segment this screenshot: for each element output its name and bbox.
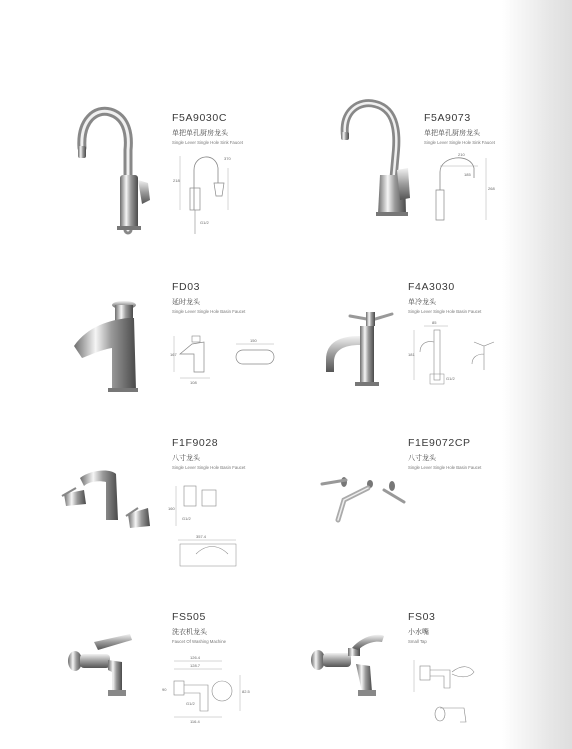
- dim-label: 150: [250, 338, 257, 343]
- product-name-en: Single Lever Single Hole Basin Faucet: [408, 309, 482, 314]
- dimension-drawing-f1f9028: [170, 480, 250, 590]
- product-code: F4A3030: [408, 281, 455, 293]
- product-name-cn: 八寸龙头: [172, 455, 200, 462]
- dim-label: 160: [168, 506, 175, 511]
- dim-label: 85: [432, 320, 437, 325]
- dimension-drawing-fs505: [160, 655, 260, 725]
- product-code: FS03: [408, 611, 436, 623]
- dim-label: 128.7: [190, 663, 201, 668]
- dim-label: 370: [224, 156, 231, 161]
- product-name-en: Faucet Of Washing Machine: [172, 639, 227, 644]
- dim-label: 126.4: [190, 655, 201, 660]
- product-code: F5A9030C: [172, 112, 227, 124]
- dim-label: 210: [458, 152, 465, 157]
- product-name-cn: 单把单孔厨房龙头: [424, 130, 480, 137]
- product-name-cn: 洗衣机龙头: [172, 629, 207, 636]
- dim-label: 82.5: [242, 689, 250, 694]
- dim-label: G1/2: [446, 376, 455, 381]
- product-name-en: Single Lever Single Hole Sink Faucet: [424, 140, 495, 145]
- dimension-drawing-f5a9073: [428, 150, 498, 225]
- dim-label: G1/2: [186, 701, 195, 706]
- product-code: F1E9072CP: [408, 437, 471, 449]
- page-edge-shadow: [502, 0, 572, 749]
- dimension-drawing-f5a9030c: [172, 148, 232, 238]
- dim-label: G1/2: [200, 220, 209, 225]
- product-code: FS505: [172, 611, 206, 623]
- dim-label: G1/2: [182, 516, 191, 521]
- dimension-drawing-fs03: [410, 652, 490, 732]
- dimension-drawing-f4a3030: [410, 318, 510, 388]
- product-name-cn: 八寸龙头: [408, 455, 436, 462]
- product-name-en: Single Lever Single Hole Basin Faucet: [408, 465, 482, 470]
- product-name-en: Single Lever Single Hole Sink Faucet: [172, 140, 243, 145]
- dim-label: 268: [488, 186, 495, 191]
- dimension-drawing-fd03: [170, 330, 280, 390]
- product-name-cn: 单把单孔厨房龙头: [172, 130, 228, 137]
- dim-label: 90: [162, 687, 167, 692]
- product-name-cn: 延时龙头: [172, 299, 200, 306]
- dim-label: 357.4: [196, 534, 207, 539]
- product-code: F5A9073: [424, 112, 471, 124]
- dim-label: 185: [464, 172, 471, 177]
- dim-label: 116.4: [190, 719, 200, 724]
- product-name-cn: 小水嘴: [408, 629, 429, 636]
- dim-label: 108: [190, 380, 197, 385]
- product-name-en: Small Tap: [408, 639, 427, 644]
- product-code: F1F9028: [172, 437, 219, 449]
- product-name-cn: 单冷龙头: [408, 299, 436, 306]
- dim-label: 167: [170, 352, 177, 357]
- product-name-en: Single Lever Single Hole Basin Faucet: [172, 465, 246, 470]
- product-name-en: Single Lever Single Hole Basin Faucet: [172, 309, 246, 314]
- dim-label: 181: [408, 352, 415, 357]
- dim-label: 218: [173, 178, 180, 183]
- product-code: FD03: [172, 281, 201, 293]
